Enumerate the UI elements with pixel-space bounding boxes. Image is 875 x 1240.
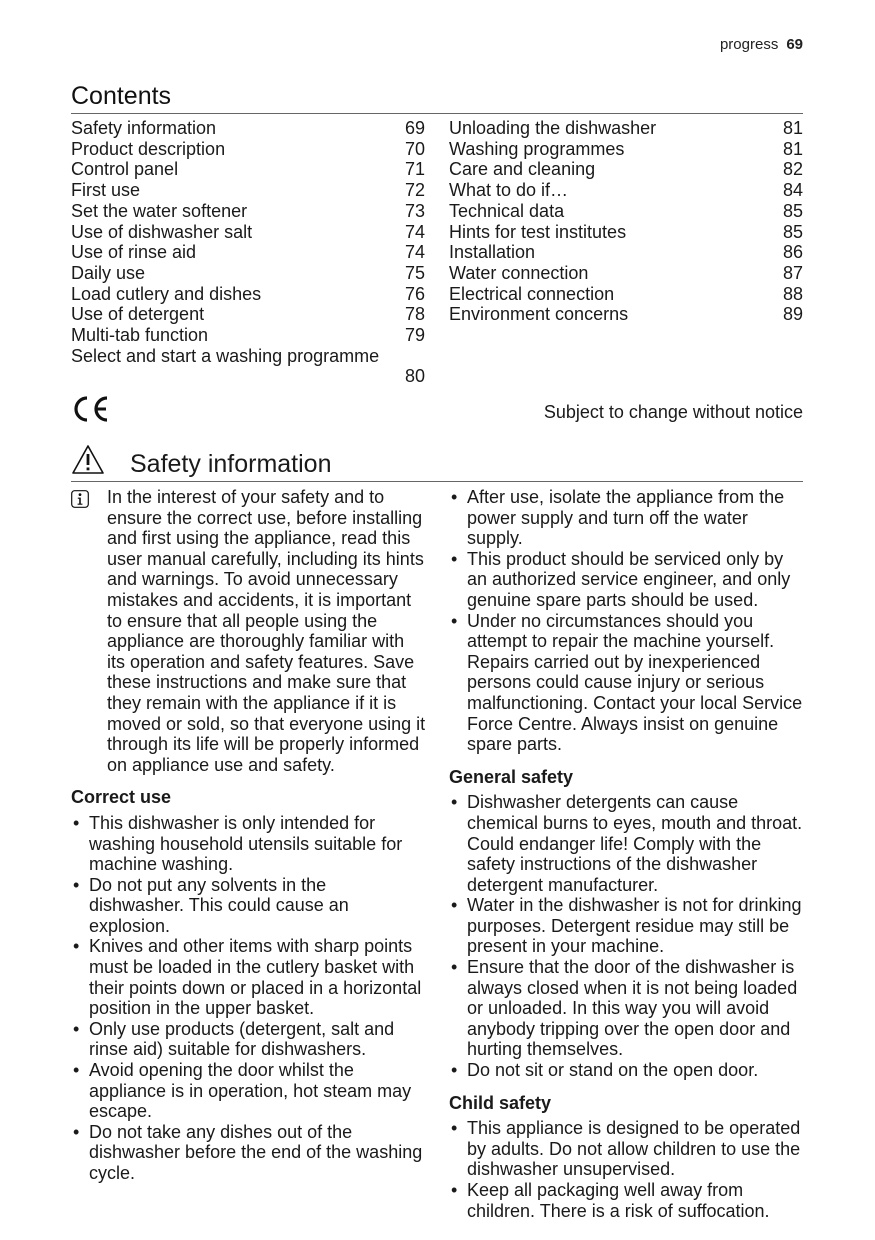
ce-mark-icon: [70, 394, 110, 424]
list-item: • Only use products (detergent, salt and rinse aid) suitable for dishwashers.: [71, 1019, 426, 1060]
toc-entry-page: 88: [782, 283, 803, 304]
list-item: • Avoid opening the door whilst the appliance is in operation, hot steam may escape.: [71, 1060, 426, 1122]
toc-entry-label: Water connection: [449, 262, 589, 283]
toc-entry-label: Daily use: [71, 262, 146, 283]
correct-use-list: [71, 813, 426, 1184]
toc-entry-label: Care and cleaning: [449, 159, 596, 180]
toc-entry-label: Installation: [449, 242, 536, 263]
toc-entry-label: Select and start a washing programme: [71, 345, 380, 366]
toc-entry-page: 84: [782, 180, 803, 201]
list-item: • This dishwasher is only intended for washing household utensils suitable for machine washing.: [71, 813, 426, 875]
toc-entry-label: Set the water softener: [71, 200, 248, 221]
toc-entry[interactable]: [449, 139, 803, 160]
list-item: • Knives and other items with sharp points must be loaded in the cutlery basket with their points down or placed in a horizontal position in the upper basket.: [71, 936, 426, 1018]
info-icon: [71, 490, 89, 508]
page-number: 69: [786, 36, 803, 53]
warning-triangle-icon: [70, 443, 106, 477]
toc-entry[interactable]: [449, 304, 803, 325]
toc-entry[interactable]: [449, 242, 803, 263]
toc-entry[interactable]: [71, 222, 425, 243]
contents-title: Contents: [71, 82, 172, 110]
general-safety-list: [449, 792, 804, 1080]
toc-entry-label: Use of detergent: [71, 304, 205, 325]
toc-entry-page: 75: [404, 262, 425, 283]
toc-entry[interactable]: [71, 346, 425, 387]
toc-entry-page: 76: [404, 283, 425, 304]
toc-entry-label: Washing programmes: [449, 138, 625, 159]
toc-entry-label: Use of rinse aid: [71, 242, 197, 263]
toc-entry[interactable]: [71, 263, 425, 284]
toc-entry-page: 87: [782, 262, 803, 283]
list-item: • After use, isolate the appliance from the power supply and turn off the water supply.: [449, 487, 804, 549]
general-safety-heading: General safety: [449, 766, 574, 787]
toc-entry-page: 74: [404, 221, 425, 242]
toc-entry-page: 85: [782, 221, 803, 242]
toc-entry-label: Use of dishwasher salt: [71, 221, 253, 242]
toc-entry-label: Safety information: [71, 118, 217, 138]
safety-right-column: [449, 487, 804, 1221]
toc-entry[interactable]: [71, 139, 425, 160]
child-safety-list: [449, 1118, 804, 1221]
toc-entry-label: Technical data: [449, 200, 565, 221]
toc-entry-label: First use: [71, 180, 141, 201]
toc-entry-label: Product description: [71, 138, 226, 159]
toc-entry[interactable]: [449, 118, 803, 139]
toc-entry-page: 89: [782, 304, 803, 325]
toc-entry-page: 81: [782, 118, 803, 138]
toc-entry-label: Load cutlery and dishes: [71, 283, 262, 304]
toc-entry[interactable]: [71, 201, 425, 222]
toc-left-column: [71, 118, 425, 387]
list-item: • This appliance is designed to be operated by adults. Do not allow children to use the dishwasher unsupervised.: [449, 1118, 804, 1180]
safety-left-column: [71, 487, 426, 1184]
toc-entry-page: 71: [404, 159, 425, 180]
safety-divider: [71, 481, 803, 482]
toc-entry-page: 79: [404, 325, 425, 346]
service-list: [449, 487, 804, 755]
toc-entry-label: What to do if…: [449, 180, 569, 201]
toc-entry[interactable]: [449, 180, 803, 201]
toc-entry-page: 69: [404, 118, 425, 138]
toc-entry-label: Control panel: [71, 159, 179, 180]
toc-right-column: [449, 118, 803, 325]
toc-entry-page: 78: [404, 304, 425, 325]
brand-name: progress: [719, 36, 779, 53]
safety-intro-block: [71, 487, 426, 775]
toc-entry-page: 82: [782, 159, 803, 180]
toc-entry[interactable]: [71, 118, 425, 139]
list-item: • Ensure that the door of the dishwasher is always closed when it is not being loaded or unloaded. In this way you will avoid anybody tripping over the open door and hurting themselves.: [449, 957, 804, 1060]
toc-entry[interactable]: [71, 325, 425, 346]
toc-entry[interactable]: [449, 263, 803, 284]
toc-entry-page: 85: [782, 200, 803, 221]
list-item: • Keep all packaging well away from children. There is a risk of suffocation.: [449, 1180, 804, 1221]
toc-entry[interactable]: [449, 284, 803, 305]
safety-intro-text: In the interest of your safety and to ensure the correct use, before installing and first using the appliance, read this user manual carefully, including its hints and warnings. To avoid unnecessary mistakes and accidents, it is important to ensure that all people using the appliance are thoroughly familiar with its operation and safety features. Save these instructions and make sure that they remain with the appliance if it is moved or sold, so that everyone using it through its life will be properly informed on appliance use and safety.: [107, 487, 426, 775]
toc-entry-page: 80: [404, 366, 425, 387]
list-item: • Do not take any dishes out of the dishwasher before the end of the washing cycle.: [71, 1122, 426, 1184]
toc-entry[interactable]: [71, 304, 425, 325]
toc-entry[interactable]: [71, 180, 425, 201]
toc-entry-label: Environment concerns: [449, 304, 629, 325]
change-notice: Subject to change without notice: [543, 402, 803, 422]
toc-entry[interactable]: [71, 159, 425, 180]
list-item: • Do not sit or stand on the open door.: [449, 1060, 804, 1081]
toc-entry-label: Unloading the dishwasher: [449, 118, 657, 138]
toc-entry-page: 70: [404, 138, 425, 159]
safety-section-title: Safety information: [130, 450, 332, 478]
toc-entry-page: 74: [404, 242, 425, 263]
toc-entry[interactable]: [449, 159, 803, 180]
toc-entry[interactable]: [449, 201, 803, 222]
toc-entry[interactable]: [449, 222, 803, 243]
list-item: • This product should be serviced only by an authorized service engineer, and only genuine spare parts should be used.: [449, 549, 804, 611]
toc-entry[interactable]: [71, 242, 425, 263]
list-item: • Do not put any solvents in the dishwasher. This could cause an explosion.: [71, 875, 426, 937]
list-item: • Dishwasher detergents can cause chemical burns to eyes, mouth and throat. Could endanger life! Comply with the safety instructions of the dishwasher detergent manufacturer.: [449, 792, 804, 895]
contents-divider: [71, 113, 803, 114]
toc-entry-page: 72: [404, 180, 425, 201]
list-item: • Water in the dishwasher is not for drinking purposes. Detergent residue may still be present in your machine.: [449, 895, 804, 957]
toc-entry-label: Multi-tab function: [71, 325, 209, 346]
toc-entry-page: 86: [782, 242, 803, 263]
toc-entry-label: Electrical connection: [449, 283, 615, 304]
list-item: • Under no circumstances should you attempt to repair the machine yourself. Repairs carried out by inexperienced persons could cause injury or serious malfunctioning. Contact your local Service Force Centre. Always insist on genuine spare parts.: [449, 611, 804, 755]
running-header: [720, 36, 803, 53]
toc-entry[interactable]: [71, 284, 425, 305]
toc-entry-page: 81: [782, 138, 803, 159]
correct-use-heading: Correct use: [71, 787, 172, 808]
toc-entry-page: 73: [404, 200, 425, 221]
toc-entry-label: Hints for test institutes: [449, 221, 627, 242]
child-safety-heading: Child safety: [449, 1092, 552, 1113]
